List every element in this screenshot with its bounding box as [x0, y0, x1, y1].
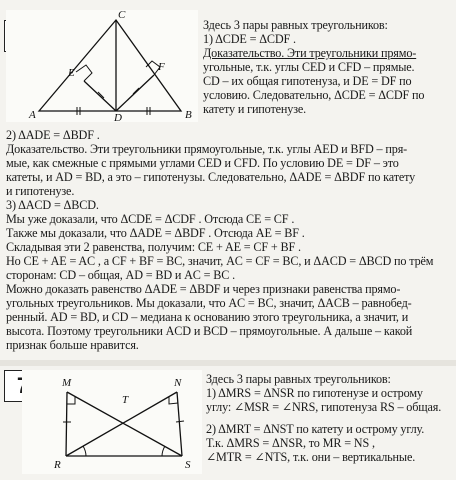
label-f: F [158, 61, 165, 73]
segment-mr [66, 392, 67, 456]
segment-de [84, 81, 116, 111]
label-b: B [185, 109, 192, 121]
label-m: M [62, 377, 72, 389]
problem2-text: Здесь 3 пары равных треугольников: 1) ΔMRS = ΔNSR по гипотенузе и острому углу: ∠MSR = ∠NRS, гипотенуза RS – общая. 2) ΔMRT = ΔNST по катету и острому углу. Т.к. ΔMRS = ΔNSR, то MR = NS , ∠MTR = ∠NTS, т.к. они – вертикальные. [206, 372, 442, 464]
segment-df [116, 75, 154, 111]
problem1-right-text: Здесь 3 пары равных треугольников: 1) ΔCDE = ΔCDF . Доказательство. Эти треугольники прямо- угольные, т.к. углы CED и CFD – прямые. CD – их общая гипотенуза, и DE = DF по условию. Следовательно, ΔCDE = ΔCDF по катету и гипотенузе. [203, 18, 425, 116]
label-d: D [114, 112, 122, 122]
label-a: A [29, 109, 36, 121]
label-e: E [68, 67, 75, 79]
triangle-figure-1 [6, 10, 198, 122]
segment-ns [177, 392, 182, 456]
label-s: S [185, 459, 191, 471]
triangle-figure-2 [22, 370, 202, 474]
problem-number: 6 [4, 20, 42, 52]
problem1-body-text: 2) ΔADE = ΔBDF . Доказательство. Эти треугольники прямоугольные, т.к. углы AED и BFD – пря- мые, как смежные с прямыми углами CED и CFD. По условию DE = DF – это катеты, и AD = BD, а это – гипотенузы. Следовательно, ΔADE = ΔBDF по катету и гипотенузе. 3) ΔACD = ΔBCD. Мы уже доказали, что ΔCDE = ΔCDF . Отсюда CE = CF . Также мы доказали, что ΔADE = ΔBDF . Отсюда AE = BF . Складывая эти 2 равенства, получим: CE + AE = CF + BF . Но CE + AE = AC , а CF + BF = BC, значит, AC = CF = BC, и ΔACD = ΔBCD по трём сторонам: CD – общая, AD = BD и AC = BC . Можно доказать равенство ΔADE = ΔBDF и через признаки равенства прямо- угольных треугольников. Мы доказали, что AC = BC, значит, ΔACB – равнобед- ренный. AD = BD, и CD – медиана к основанию этого треугольника, а значит, и высота. Поэтому треугольники ACD и BCD – прямоугольные. А дальше – какой признак больше нравится. [6, 128, 434, 352]
problem-number: 7 [4, 370, 42, 402]
label-n: N [174, 377, 182, 389]
label-c: C [118, 10, 126, 21]
label-r: R [54, 459, 61, 471]
label-t: T [122, 394, 129, 406]
section-divider [0, 360, 456, 366]
